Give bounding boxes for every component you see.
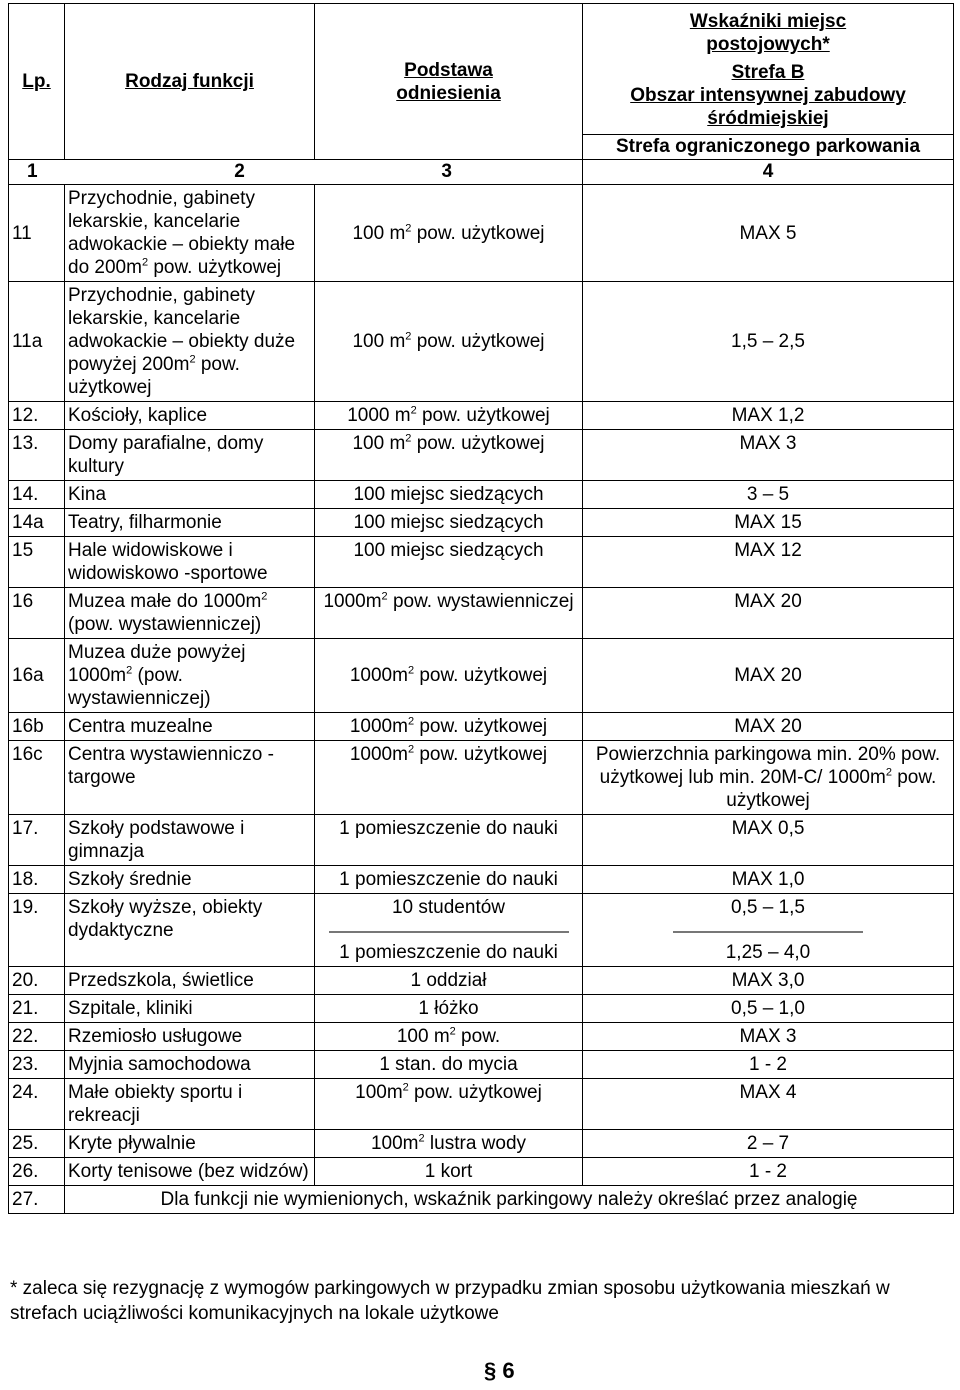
- cell-lp: 11a: [9, 282, 65, 402]
- cell-lp: 13.: [9, 430, 65, 481]
- podstawa-value: 10 studentów: [391, 897, 506, 918]
- header-strefa-b: Strefa B: [731, 62, 805, 83]
- cell-note: Dla funkcji nie wymienionych, wskaźnik parkingowy należy określać przez analogię: [65, 1186, 954, 1214]
- table-row: [9, 967, 954, 995]
- table-row: [9, 509, 954, 537]
- cell-lp: 12.: [9, 402, 65, 430]
- cell-lp: 15: [9, 537, 65, 588]
- cell-lp: 18.: [9, 866, 65, 894]
- cell-podstawa: $100m^2$ lustra wody: [315, 1130, 583, 1158]
- cell-lp: 22.: [9, 1023, 65, 1051]
- cell-lp: 26.: [9, 1158, 65, 1186]
- cell-podstawa: 1000 $m^2$ pow. użytkowej: [315, 402, 583, 430]
- table-row: [9, 402, 954, 430]
- cell-funkcja: Przychodnie, gabinety lekarskie, kancelarie adwokackie – obiekty duże powyżej $200m^2$ pow. użytkowej: [65, 282, 315, 402]
- cell-funkcja: Szkoły średnie: [65, 866, 315, 894]
- cell-podstawa: 100 $m^2$ pow.: [315, 1023, 583, 1051]
- cell-podstawa: 100 miejsc siedzących: [315, 481, 583, 509]
- cell-funkcja: Szkoły podstawowe i gimnazja: [65, 815, 315, 866]
- table-row: [9, 430, 954, 481]
- cell-podstawa: 1 pomieszczenie do nauki: [315, 866, 583, 894]
- table-row: [9, 1079, 954, 1130]
- column-number-1: 1: [27, 161, 38, 182]
- cell-wskaznik: Powierzchnia parkingowa min. 20% pow. użytkowej lub min. 20M-C/ $1000m^2$ pow. użytkowej: [583, 741, 954, 815]
- fraction-rule: [329, 931, 569, 933]
- table-row: [9, 537, 954, 588]
- page-number: § 6: [484, 1358, 515, 1383]
- cell-lp: 16a: [9, 639, 65, 713]
- cell-lp: 23.: [9, 1051, 65, 1079]
- podstawa-value-2: 1 pomieszczenie do nauki: [339, 942, 558, 963]
- cell-funkcja: Centra wystawienniczo - targowe: [65, 741, 315, 815]
- column-number-2: 2: [234, 161, 245, 182]
- cell-wskaznik: MAX 5: [583, 185, 954, 282]
- cell-funkcja: Muzea duże powyżej $1000m^2$ (pow. wystawienniczej): [65, 639, 315, 713]
- cell-lp: 11: [9, 185, 65, 282]
- header-obszar-line1: Obszar intensywnej zabudowy: [630, 85, 906, 106]
- cell-wskaznik: MAX 20: [583, 713, 954, 741]
- column-number-3: 3: [441, 161, 452, 182]
- cell-podstawa: 1 stan. do mycia: [315, 1051, 583, 1079]
- cell-podstawa: $1000m^2$ pow. użytkowej: [315, 639, 583, 713]
- cell-funkcja: Kryte pływalnie: [65, 1130, 315, 1158]
- cell-wskaznik: MAX 3: [583, 430, 954, 481]
- cell-wskaznik: [583, 894, 954, 967]
- header-wskazniki: [583, 4, 954, 135]
- header-lp: Lp.: [9, 4, 65, 160]
- cell-podstawa: [315, 894, 583, 967]
- cell-wskaznik: MAX 0,5: [583, 815, 954, 866]
- cell-wskaznik: MAX 3: [583, 1023, 954, 1051]
- cell-lp: 27.: [9, 1186, 65, 1214]
- table-row: [9, 741, 954, 815]
- cell-wskaznik: 3 – 5: [583, 481, 954, 509]
- cell-funkcja: Szpitale, kliniki: [65, 995, 315, 1023]
- table-row: [9, 1130, 954, 1158]
- header-podstawa-line1: Podstawa: [404, 59, 493, 81]
- cell-lp: 17.: [9, 815, 65, 866]
- cell-wskaznik: MAX 20: [583, 588, 954, 639]
- cell-funkcja: Przychodnie, gabinety lekarskie, kancelarie adwokackie – obiekty małe do $200m^2$ pow. użytkowej: [65, 185, 315, 282]
- cell-podstawa: $1000m^2$ pow. wystawienniczej: [315, 588, 583, 639]
- cell-podstawa: $100m^2$ pow. użytkowej: [315, 1079, 583, 1130]
- header-wskazniki-line1: Wskaźniki miejsc: [689, 11, 847, 32]
- cell-wskaznik: 1 - 2: [583, 1051, 954, 1079]
- cell-podstawa: 100 $m^2$ pow. użytkowej: [315, 185, 583, 282]
- table-row: [9, 639, 954, 713]
- cell-wskaznik: MAX 12: [583, 537, 954, 588]
- cell-funkcja: Małe obiekty sportu i rekreacji: [65, 1079, 315, 1130]
- cell-podstawa: 1 pomieszczenie do nauki: [315, 815, 583, 866]
- cell-podstawa: 1 kort: [315, 1158, 583, 1186]
- cell-funkcja: Hale widowiskowe i widowiskowo -sportowe: [65, 537, 315, 588]
- cell-lp: 16b: [9, 713, 65, 741]
- cell-podstawa: 1 oddział: [315, 967, 583, 995]
- cell-wskaznik: MAX 1,2: [583, 402, 954, 430]
- cell-funkcja: Domy parafialne, domy kultury: [65, 430, 315, 481]
- cell-lp: 25.: [9, 1130, 65, 1158]
- header-strefa-ograniczonego: Strefa ograniczonego parkowania: [583, 135, 954, 160]
- cell-podstawa: $1000m^2$ pow. użytkowej: [315, 741, 583, 815]
- table-row: [9, 185, 954, 282]
- cell-podstawa: $1000m^2$ pow. użytkowej: [315, 713, 583, 741]
- cell-wskaznik: 1,5 – 2,5: [583, 282, 954, 402]
- cell-podstawa: 100 $m^2$ pow. użytkowej: [315, 430, 583, 481]
- header-podstawa-line2: odniesienia: [396, 82, 501, 104]
- cell-podstawa: 100 $m^2$ pow. użytkowej: [315, 282, 583, 402]
- cell-wskaznik: MAX 1,0: [583, 866, 954, 894]
- fraction-rule: [673, 931, 863, 933]
- column-numbers-1-3: [9, 160, 583, 185]
- footnote: * zaleca się rezygnację z wymogów parkingowych w przypadku zmian sposobu użytkowania mieszkań w strefach uciążliwości komunikacyjnych na lokale użytkowe: [10, 1278, 890, 1324]
- table-row: [9, 815, 954, 866]
- cell-lp: 16c: [9, 741, 65, 815]
- cell-funkcja: Kościoły, kaplice: [65, 402, 315, 430]
- wskaznik-value-2: 1,25 – 4,0: [725, 942, 811, 963]
- cell-funkcja: Kina: [65, 481, 315, 509]
- cell-funkcja: Korty tenisowe (bez widzów): [65, 1158, 315, 1186]
- cell-lp: 21.: [9, 995, 65, 1023]
- table-row: [9, 866, 954, 894]
- table-row: [9, 1023, 954, 1051]
- cell-wskaznik: MAX 4: [583, 1079, 954, 1130]
- column-number-4: 4: [583, 160, 954, 185]
- cell-wskaznik: MAX 15: [583, 509, 954, 537]
- cell-podstawa: 100 miejsc siedzących: [315, 509, 583, 537]
- table-row: [9, 282, 954, 402]
- table-body: [9, 185, 954, 1186]
- table-row: [9, 588, 954, 639]
- cell-funkcja: Myjnia samochodowa: [65, 1051, 315, 1079]
- table-row: [9, 894, 954, 967]
- cell-funkcja: Szkoły wyższe, obiekty dydaktyczne: [65, 894, 315, 967]
- column-numbers-row: [9, 160, 954, 185]
- header-obszar-line2: śródmiejskiej: [707, 108, 829, 129]
- header-wskazniki-line2: postojowych*: [706, 34, 830, 55]
- cell-funkcja: Teatry, filharmonie: [65, 509, 315, 537]
- table-row: [9, 1051, 954, 1079]
- cell-funkcja: Rzemiosło usługowe: [65, 1023, 315, 1051]
- wskaznik-value: 0,5 – 1,5: [731, 897, 805, 918]
- table-row: [9, 1158, 954, 1186]
- cell-lp: 24.: [9, 1079, 65, 1130]
- header-rodzaj-funkcji: Rodzaj funkcji: [65, 4, 315, 160]
- table-row-27: [9, 1186, 954, 1214]
- cell-wskaznik: 0,5 – 1,0: [583, 995, 954, 1023]
- cell-lp: 19.: [9, 894, 65, 967]
- header-row: [9, 4, 954, 135]
- cell-lp: 20.: [9, 967, 65, 995]
- cell-wskaznik: 1 - 2: [583, 1158, 954, 1186]
- cell-funkcja: Przedszkola, świetlice: [65, 967, 315, 995]
- table-row: [9, 995, 954, 1023]
- cell-wskaznik: MAX 20: [583, 639, 954, 713]
- cell-wskaznik: 2 – 7: [583, 1130, 954, 1158]
- cell-podstawa: 100 miejsc siedzących: [315, 537, 583, 588]
- header-podstawa: [315, 4, 583, 160]
- cell-funkcja: Centra muzealne: [65, 713, 315, 741]
- table-row: [9, 713, 954, 741]
- cell-lp: 16: [9, 588, 65, 639]
- cell-lp: 14.: [9, 481, 65, 509]
- cell-podstawa: 1 łóżko: [315, 995, 583, 1023]
- cell-funkcja: Muzea małe do $1000m^2$ (pow. wystawienniczej): [65, 588, 315, 639]
- parking-indicators-table: [8, 3, 954, 1214]
- cell-wskaznik: MAX 3,0: [583, 967, 954, 995]
- table-row: [9, 481, 954, 509]
- cell-lp: 14a: [9, 509, 65, 537]
